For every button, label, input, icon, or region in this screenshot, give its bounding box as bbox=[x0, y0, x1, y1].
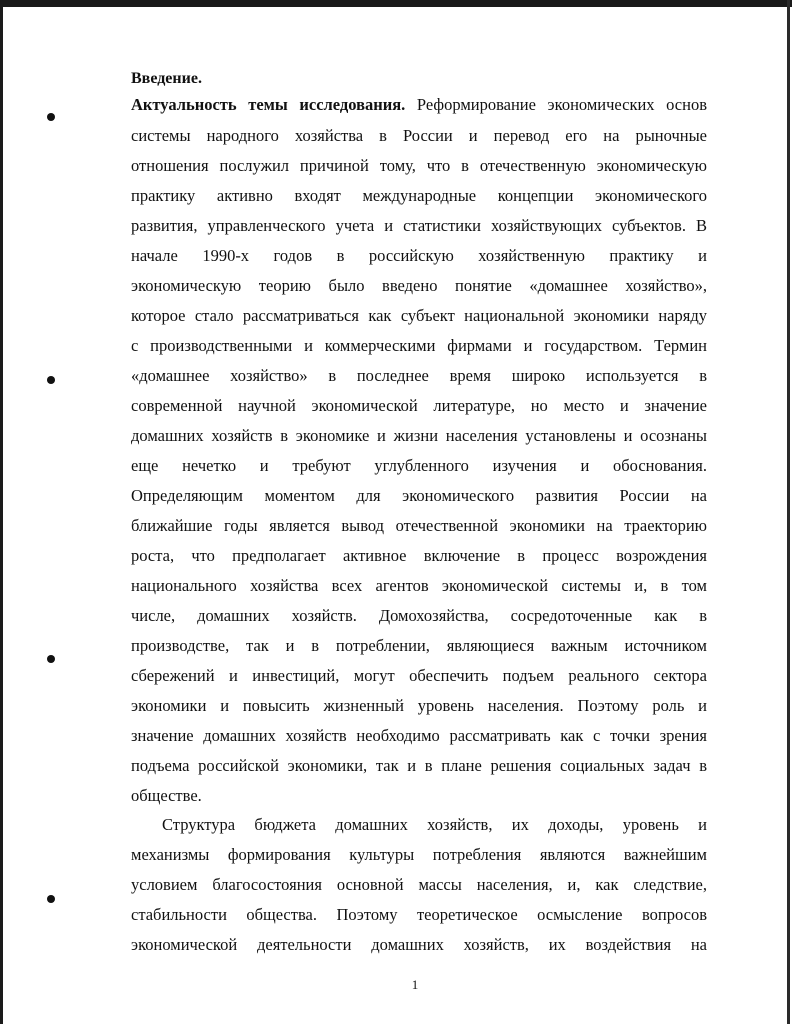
paragraph-line: системы народного хозяйства в России и перевод его на рыночные bbox=[131, 126, 707, 145]
paragraph-line: условием благосостояния основной массы населения, и, как следствие, bbox=[131, 875, 707, 894]
scan-edge-left bbox=[0, 0, 3, 1024]
paragraph-line: производстве, так и в потреблении, являющиеся важным источником bbox=[131, 636, 707, 655]
paragraph-line: экономическую теорию было введено понятие «домашнее хозяйство», bbox=[131, 276, 707, 295]
paragraph-line: Структура бюджета домашних хозяйств, их доходы, уровень и bbox=[162, 815, 707, 834]
paragraph-line: национального хозяйства всех агентов экономической системы и, в том bbox=[131, 576, 707, 595]
paragraph-line: практику активно входят международные концепции экономического bbox=[131, 186, 707, 205]
paragraph-line: сбережений и инвестиций, могут обеспечить подъем реального сектора bbox=[131, 666, 707, 685]
punch-hole-mark bbox=[47, 376, 55, 384]
paragraph-line: с производственными и коммерческими фирмами и государством. Термин bbox=[131, 336, 707, 355]
page-number: 1 bbox=[411, 977, 419, 992]
punch-hole-mark bbox=[47, 113, 55, 121]
punch-hole-mark bbox=[47, 655, 55, 663]
paragraph-line: еще нечетко и требуют углубленного изучения и обоснования. bbox=[131, 456, 707, 475]
section-heading: Введение. bbox=[131, 70, 202, 87]
paragraph-line: роста, что предполагает активное включение в процесс возрождения bbox=[131, 546, 707, 565]
paragraph-line: подъема российской экономики, так и в плане решения социальных задач в bbox=[131, 756, 707, 775]
line-text: Реформирование экономических основ bbox=[405, 95, 708, 114]
paragraph-line: отношения послужил причиной тому, что в отечественную экономическую bbox=[131, 156, 707, 175]
paragraph-line: значение домашних хозяйств необходимо рассматривать как с точки зрения bbox=[131, 726, 707, 745]
paragraph-line bbox=[131, 94, 707, 116]
paragraph-line: обществе. bbox=[131, 786, 202, 805]
paragraph-line: начале 1990-х годов в российскую хозяйственную практику и bbox=[131, 246, 707, 265]
paragraph-line: современной научной экономической литературе, но место и значение bbox=[131, 396, 707, 415]
paragraph-line: ближайшие годы является вывод отечественной экономики на траекторию bbox=[131, 516, 707, 535]
scan-edge-top bbox=[0, 0, 792, 7]
paragraph-line: экономики и повысить жизненный уровень населения. Поэтому роль и bbox=[131, 696, 707, 715]
paragraph-line: домашних хозяйств в экономике и жизни населения установлены и осознаны bbox=[131, 426, 707, 445]
paragraph-line: Определяющим моментом для экономического развития России на bbox=[131, 486, 707, 505]
lead-bold-text: Актуальность темы исследования. bbox=[131, 95, 406, 114]
paragraph-line: «домашнее хозяйство» в последнее время широко используется в bbox=[131, 366, 707, 385]
paragraph-line: которое стало рассматриваться как субъект национальной экономики наряду bbox=[131, 306, 707, 325]
paragraph-line: стабильности общества. Поэтому теоретическое осмысление вопросов bbox=[131, 905, 707, 924]
paragraph-line: экономической деятельности домашних хозяйств, их воздействия на bbox=[131, 935, 707, 954]
paragraph-line: механизмы формирования культуры потребления являются важнейшим bbox=[131, 845, 707, 864]
scan-edge-right bbox=[787, 0, 790, 1024]
paragraph-line: числе, домашних хозяйств. Домохозяйства, сосредоточенные как в bbox=[131, 606, 707, 625]
paragraph-line: развития, управленческого учета и статистики хозяйствующих субъектов. В bbox=[131, 216, 707, 235]
punch-hole-mark bbox=[47, 895, 55, 903]
